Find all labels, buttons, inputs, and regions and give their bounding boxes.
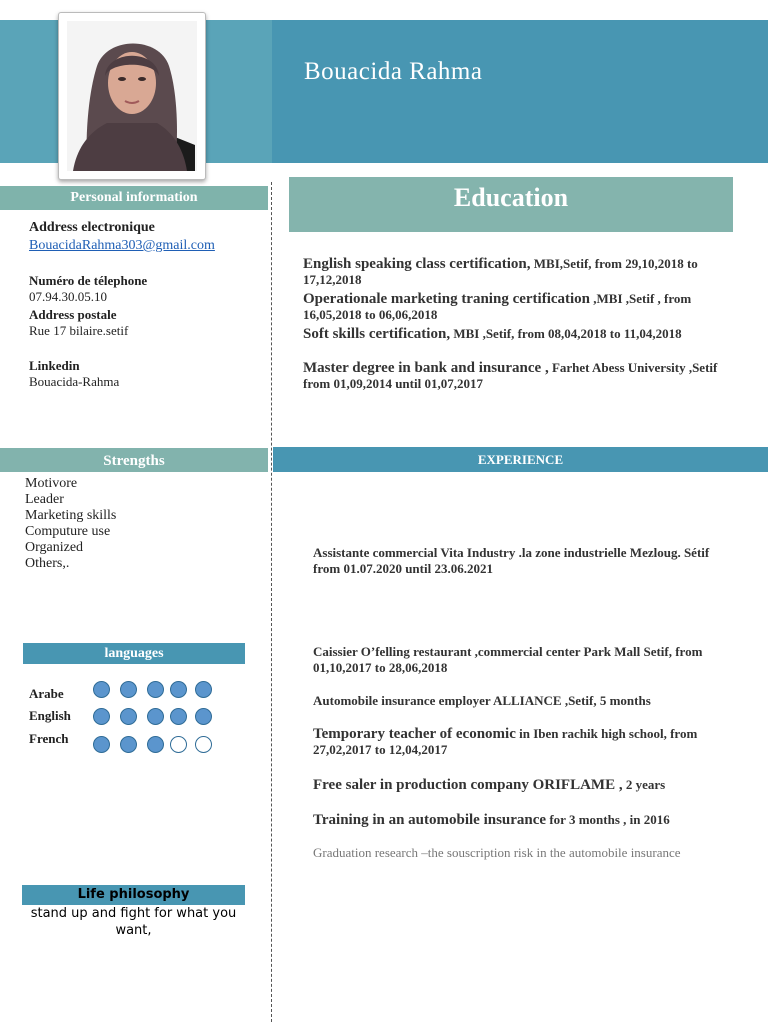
- level-dot-filled: [170, 681, 187, 698]
- linkedin-value: Bouacida-Rahma: [29, 374, 120, 389]
- candidate-name: Bouacida Rahma: [304, 58, 483, 85]
- education-detail: MBI,Setif, from 29,10,2018 to 17,12,2018: [303, 256, 698, 287]
- education-title: Soft skills certification,: [303, 326, 451, 342]
- strength-item: Computure use: [25, 524, 111, 539]
- education-item: [303, 326, 723, 342]
- life-philosophy-text: stand up and fight for what you want,: [30, 906, 237, 938]
- education-item: [303, 291, 723, 323]
- education-detail: ,MBI ,Setif , from 16,05,2018 to 06,06,2018: [303, 291, 692, 322]
- language-row: [29, 686, 64, 706]
- experience-detail: in Iben rachik high school, from 27,02,2017 to 12,04,2017: [313, 726, 698, 757]
- education-title: Master degree in bank and insurance ,: [303, 360, 549, 376]
- experience-detail: 2 years: [622, 777, 666, 792]
- phone-label: Numéro de télephone: [29, 273, 148, 288]
- strength-item: Leader: [25, 492, 64, 507]
- experience-item: Automobile insurance employer ALLIANCE ,Setif, 5 months: [313, 693, 651, 708]
- level-dot-filled: [93, 736, 110, 753]
- education-title: English speaking class certification,: [303, 256, 531, 272]
- experience-item: [313, 777, 733, 793]
- language-row: [29, 731, 68, 751]
- portrait-image: [67, 21, 197, 171]
- postal-value: Rue 17 bilaire.setif: [29, 323, 129, 338]
- experience-heading: EXPERIENCE: [273, 447, 768, 472]
- email-label: Address electronique: [29, 220, 155, 235]
- experience-title: Free saler in production company ORIFLAME ,: [313, 777, 623, 793]
- education-detail: Farhet Abess University ,Setif from 01,09,2014 until 01,07,2017: [303, 360, 718, 391]
- level-dot-filled: [195, 681, 212, 698]
- education-heading: Education: [289, 177, 733, 232]
- strength-item: Organized: [25, 540, 84, 555]
- phone-value: 07.94.30.05.10: [29, 289, 107, 304]
- education-detail: MBI ,Setif, from 08,04,2018 to 11,04,2018: [450, 326, 682, 341]
- strengths-heading: Strengths: [0, 448, 268, 472]
- strength-item: Others,.: [25, 556, 70, 571]
- personal-info-heading: Personal information: [0, 186, 268, 210]
- level-dot-filled: [147, 681, 164, 698]
- strengths-list: [25, 476, 116, 572]
- life-philosophy-heading: Life philosophy: [22, 885, 245, 905]
- linkedin-label: Linkedin: [29, 358, 80, 373]
- level-dot-empty: [170, 736, 187, 753]
- strength-item: Motivore: [25, 476, 78, 491]
- education-item: [303, 256, 723, 288]
- level-dot-filled: [93, 681, 110, 698]
- language-name: English: [29, 708, 71, 723]
- level-dot-filled: [120, 708, 137, 725]
- experience-title: Training in an automobile insurance: [313, 812, 547, 828]
- postal-label: Address postale: [29, 307, 117, 322]
- experience-item: [313, 812, 733, 828]
- education-title: Operationale marketing traning certification: [303, 291, 591, 307]
- experience-item: Assistante commercial Vita Industry .la zone industrielle Mezloug. Sétif from 01.07.2020 until 23.06.2021: [313, 545, 710, 576]
- experience-detail: for 3 months , in 2016: [546, 812, 670, 827]
- column-divider: [271, 182, 272, 1022]
- level-dot-filled: [170, 708, 187, 725]
- level-dot-empty: [195, 736, 212, 753]
- graduation-research: Graduation research –the souscription risk in the automobile insurance: [313, 845, 681, 860]
- level-dot-filled: [195, 708, 212, 725]
- strength-item: Marketing skills: [25, 508, 117, 523]
- level-dot-filled: [147, 708, 164, 725]
- language-name: French: [29, 731, 69, 746]
- level-dot-filled: [120, 681, 137, 698]
- level-dot-filled: [93, 708, 110, 725]
- education-item: [303, 360, 723, 392]
- experience-title: Temporary teacher of economic: [313, 726, 516, 742]
- experience-item: [313, 726, 733, 758]
- level-dot-filled: [120, 736, 137, 753]
- experience-item: Caissier O’felling restaurant ,commercial center Park Mall Setif, from 01,10,2017 to 28,06,2018: [313, 644, 703, 675]
- email-link[interactable]: BouacidaRahma303@gmail.com: [29, 238, 215, 253]
- level-dot-filled: [147, 736, 164, 753]
- language-row: [29, 708, 71, 728]
- profile-photo: [58, 12, 206, 180]
- language-name: Arabe: [29, 686, 64, 701]
- languages-heading: languages: [23, 643, 245, 664]
